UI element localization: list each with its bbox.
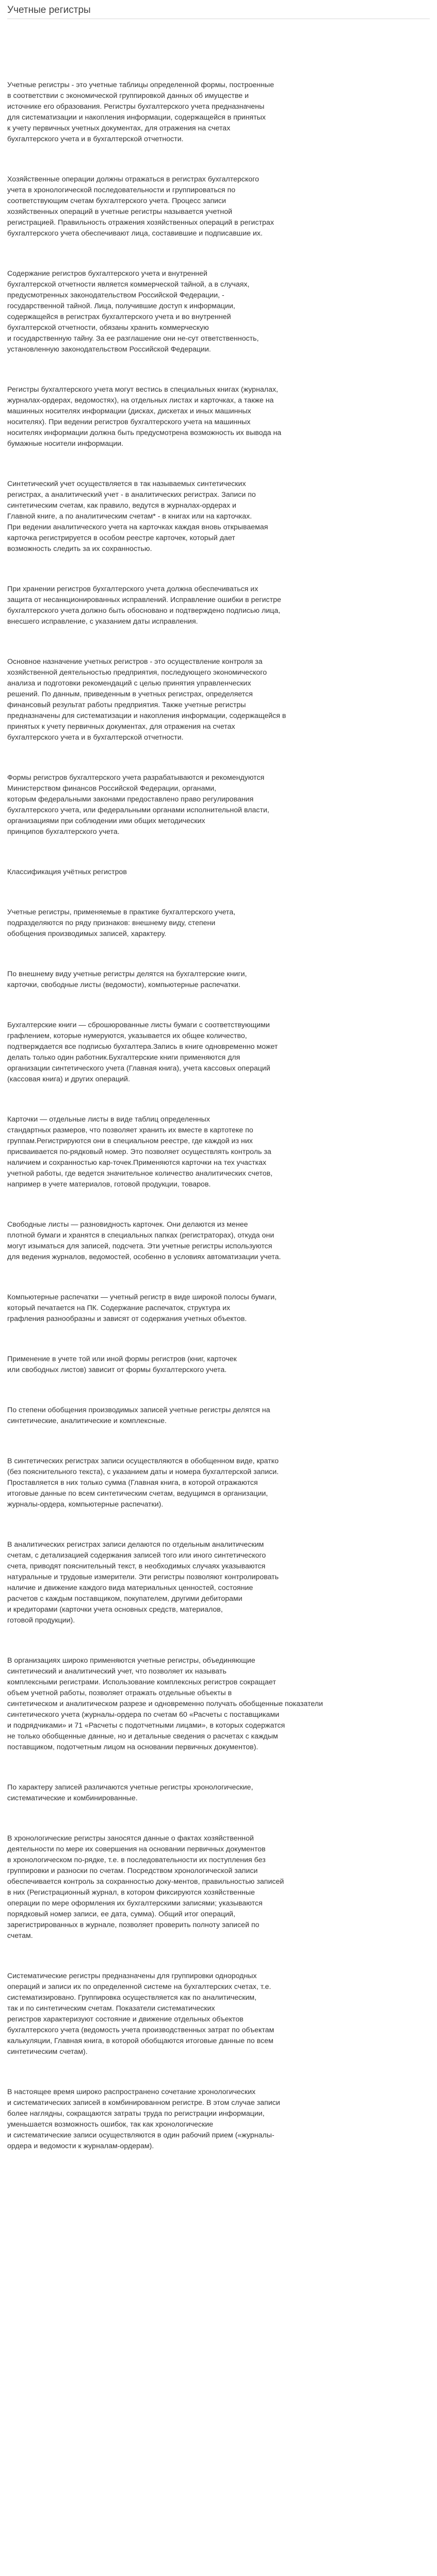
paragraph: Регистры бухгалтерского учета могут вестись в специальных книгах (журналах, журналах-ордерах, ведомостях), на отдельных листах и карточках, а также на машинных носителях информации (дисках, дискетах и иных машинных носителях). При ведении регистров бухгалтерского учета на машинных носителях информации должна быть предусмотрена возможность их вывода на бумажные носители информации. xyxy=(7,386,282,448)
paragraph: Свободные листы — разновидность карточек. Они делаются из менее плотной бумаги и хранятся в специальных папках (регистраторах), откуда они могут изыматься для записей, подсчета. Эти учетные регистры используются для ведения журналов, ведомостей, особенно в условиях автоматизации учета. xyxy=(7,1220,281,1261)
paragraph: В синтетических регистрах записи осуществляются в обобщенном виде, кратко (без пояснительного текста), с указанием даты и номера бухгалтерской записи. Проставляется в них только сумма (Главная книга, в которой отражаются итоговые данные по всем синтетическим счетам, ведущимся в организации, журналы-ордера, компьютерные распечатки). xyxy=(7,1457,279,1509)
paragraph: По характеру записей различаются учетные регистры хронологические, систематические и комбинированные. xyxy=(7,1783,253,1802)
paragraph: Применение в учете той или иной формы регистров (книг, карточек или свободных листов) зависит от формы бухгалтерского учета. xyxy=(7,1355,237,1374)
paragraph: Основное назначение учетных регистров - это осуществление контроля за хозяйственной деятельностью предприятия, последующего экономического анализа и подготовки рекомендаций с целью принятия управленческих решений. По данным, приведенным в учетных регистрах, определяется финансовый результат работы предприятия. Также учетные регистры предназначены для систематизации и накопления информации, содержащейся в принятых к учету первичных документах, для отражения на счетах бухгалтерского учета и в бухгалтерской отчетности. xyxy=(7,658,286,742)
paragraph: Бухгалтерские книги — сброшюрованные листы бумаги с соответствующими графлением, которые нумеруются, указывается их общее количество, подтверждается все подписью бухгалтера.Запись в книге одновременно может делать только один работник.Бухгалтерские книги применяются для организации синтетического учета (Главная книга), учета кассовых операций (кассовая книга) и других операций. xyxy=(7,1021,278,1083)
paragraph: Учетные регистры, применяемые в практике бухгалтерского учета, подразделяются по ряду признаков: внешнему виду, степени обобщения производимых записей, характеру. xyxy=(7,908,236,938)
paragraph: Систематические регистры предназначены для группировки однородных операций и записи их по определенной системе на бухгалтерских счетах, т.е. систематизировано. Группировка осуществляется как по аналитическим, так и по синтетическим счетам. Показатели систематических регистров характеризуют состояние и движение отдельных объектов бухгалтерского учета (ведомость учета производственных затрат по объектам калькуляции, Главная книга, в которой обобщаются итоговые данные по всем синтетическим счетам). xyxy=(7,1972,274,2056)
paragraph: Содержание регистров бухгалтерского учета и внутренней бухгалтерской отчетности является коммерческой тайной, а в случаях, предусмотренных законодательством Российской Федерации, - государственной тайной. Лица, получившие доступ к информации, содержащейся в регистрах бухгалтерского учета и во внутренней бухгалтерской отчетности, обязаны хранить коммерческую и государственную тайну. За ее разглашение они не-сут ответственность, установленную законодательством Российской Федерации. xyxy=(7,270,259,354)
paragraph: В аналитических регистрах записи делаются по отдельным аналитическим счетам, с детализацией содержания записей того или иного синтетического счета, приводят пояснительный текст, в необходимых случаях указываются натуральные и трудовые измерители. Эти регистры позволяют контролировать наличие и движение каждого вида материальных ценностей, состояние расчетов с каждым поставщиком, покупателем, другими дебиторами и кредиторами (карточки учета основных средств, материалов, готовой продукции). xyxy=(7,1541,279,1625)
paragraph: Карточки — отдельные листы в виде таблиц определенных стандартных размеров, что позволяет хранить их вместе в картотеке по группам.Регистрируются они в специальном реестре, где каждой из них присваивается по-рядковый номер. Это позволяет осуществлять контроль за наличием и сохранностью кар-точек.Применяются карточки на тех участках учетной работы, где ведется значительное количество аналитических счетов, например в учете материалов, готовой продукции, товаров. xyxy=(7,1115,273,1189)
document-body xyxy=(7,19,363,2152)
paragraph: По степени обобщения производимых записей учетные регистры делятся на синтетические, аналитические и комплексные. xyxy=(7,1406,270,1425)
page-title: Учетные регистры xyxy=(7,4,91,15)
paragraph: Учетные регистры - это учетные таблицы определенной формы, построенные в соответствии с экономической группировкой данных об имуществе и источнике его образования. Регистры бухгалтерского учета предназначены для систематизации и накопления информации, содержащейся в принятых к учету первичных учетных документах, для отражения на счетах бухгалтерского учета и в бухгалтерской отчетности. xyxy=(7,81,274,143)
paragraph: Компьютерные распечатки — учетный регистр в виде широкой полосы бумаги, который печатается на ПК. Содержание распечаток, структура их графления разнообразны и зависят от содержания учетных объектов. xyxy=(7,1293,277,1323)
paragraph: При хранении регистров бухгалтерского учета должна обеспечиваться их защита от несанкционированных исправлений. Исправление ошибки в регистре бухгалтерского учета должно быть обосновано и подтверждено подписью лица, внесшего исправление, с указанием даты исправления. xyxy=(7,585,281,626)
paragraph: Синтетический учет осуществляется в так называемых синтетических регистрах, а аналитический учет - в аналитических регистрах. Записи по синтетическим счетам, как правило, ведутся в журналах-ордерах и Главной книге, а по аналитическим счетам* - в книгах или на карточках. При ведении аналитического учета на карточках каждая вновь открываемая карточка регистрируется в особом реестре карточек, который дает возможность следить за их сохранностью. xyxy=(7,480,268,553)
paragraph: По внешнему виду учетные регистры делятся на бухгалтерские книги, карточки, свободные листы (ведомости), компьютерные распечатки. xyxy=(7,970,247,989)
paragraph: В хронологические регистры заносятся данные о фактах хозяйственной деятельности по мере их совершения на основании первичных документов в хронологическом по-рядке, т.е. в последовательности их поступления без группировки и разноски по счетам. Посредством хронологической записи обеспечивается контроль за сохранностью доку-ментов, правильностью записей в них (Регистрационный журнал, в котором фиксируются хозяйственные операции по мере оформления их бухгалтерскими записями; указываются порядковый номер записи, ее дата, сумма). Общий итог операций, зарегистрированных в журнале, позволяет проверить полноту записей по счетам. xyxy=(7,1834,284,1940)
paragraph: Хозяйственные операции должны отражаться в регистрах бухгалтерского учета в хронологической последовательности и группироваться по соответствующим счетам бухгалтерского учета. Процесс записи хозяйственных операций в учетные регистры называется учетной регистрацией. Правильность отражения хозяйственных операций в регистрах бухгалтерского учета обеспечивают лица, составившие и подписавшие их. xyxy=(7,175,274,238)
title-bar xyxy=(7,0,430,19)
paragraph: В настоящее время широко распространено сочетание хронологических и систематических записей в комбинированном регистре. В этом случае записи более наглядны, сокращаются затраты труда по регистрации информации, уменьшается возможность ошибок, так как хронологические и систематические записи осуществляются в один рабочий прием («журналы- ордера и ведомости к журналам-ордерам). xyxy=(7,2088,280,2150)
paragraph: Формы регистров бухгалтерского учета разрабатываются и рекомендуются Министерством финансов Российской Федерации, органами, которым федеральными законами предоставлено право регулирования бухгалтерского учета, или федеральными органами исполнительной власти, организациями при соблюдении ими общих методических принципов бухгалтерского учета. xyxy=(7,774,269,836)
paragraph: Классификация учётных регистров xyxy=(7,868,127,876)
paragraph: В организациях широко применяются учетные регистры, объединяющие синтетический и аналитический учет, что позволяет их называть комплексными регистрами. Использование комплексных регистров сокращает объем учетной работы, позволяет отражать отдельные объекты в синтетическом и аналитическом разрезе и одновременно получать обобщенные показатели синтетического учета (журналы-ордера по счетам 60 «Расчеты с поставщиками и подрядчиками» и 71 «Расчеты с подотчетными лицами», в которых содержатся не только обобщенные данные, но и детальные сведения о расчетах с каждым поставщиком, подотчетным лицом на основании первичных документов). xyxy=(7,1657,323,1751)
